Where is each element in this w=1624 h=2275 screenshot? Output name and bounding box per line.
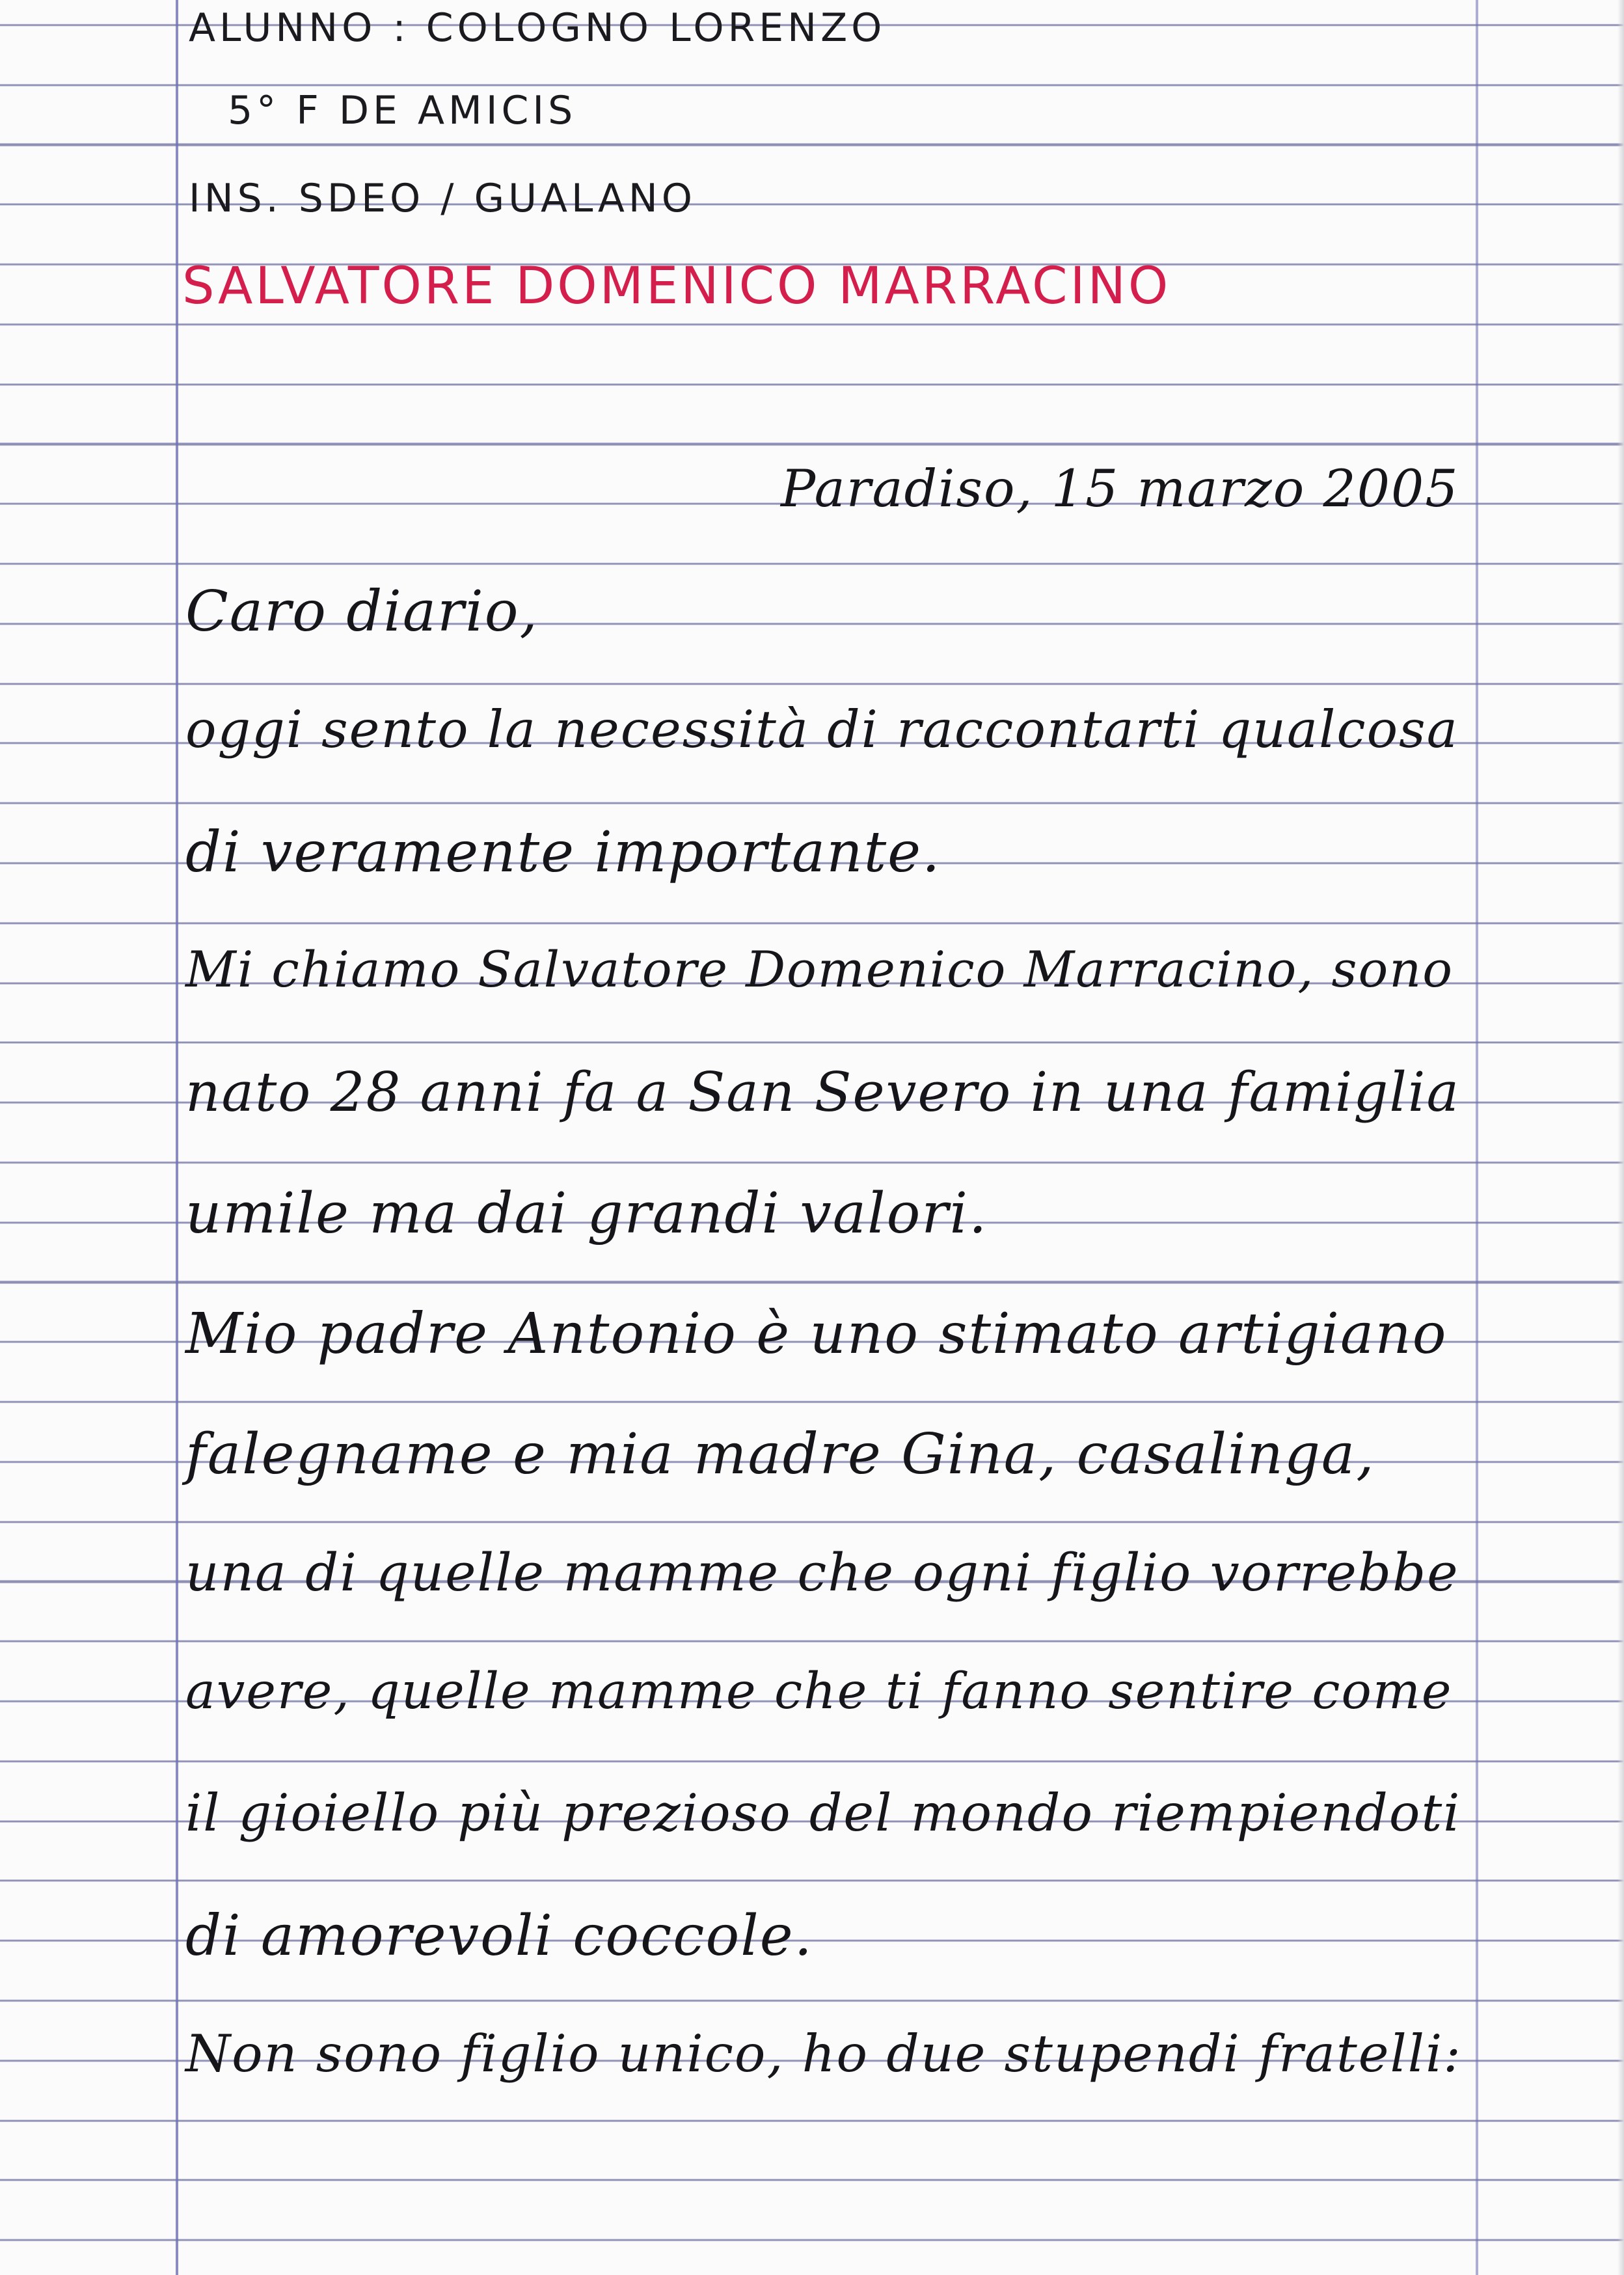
- student-name: ALUNNO : COLOGNO LORENZO: [189, 5, 886, 51]
- place-date: Paradiso, 15 marzo 2005: [781, 459, 1459, 519]
- text-line: nato 28 anni fa a San Severo in una famiglia: [185, 1061, 1460, 1124]
- text-line: di veramente importante.: [185, 820, 941, 885]
- text-line: di amorevoli coccole.: [185, 1903, 813, 1968]
- text-line: falegname e mia madre Gina, casalinga,: [185, 1422, 1375, 1487]
- text-line: avere, quelle mamme che ti fanno sentire come: [185, 1663, 1453, 1721]
- left-margin-line: [176, 0, 178, 2275]
- teachers-label: INS. SDEO / GUALANO: [189, 176, 697, 221]
- text-line: il gioiello più prezioso del mondo riempiendoti: [185, 1783, 1461, 1843]
- text-line: umile ma dai grandi valori.: [185, 1181, 988, 1246]
- salutation: Caro diario,: [185, 579, 539, 644]
- page-edge: [1617, 0, 1624, 2275]
- text-line: Non sono figlio unico, ho due stupendi fratelli:: [185, 2024, 1462, 2084]
- class-label: 5° F DE AMICIS: [228, 88, 577, 133]
- text-line: una di quelle mamme che ogni figlio vorrebbe: [185, 1542, 1459, 1603]
- document-title: SALVATORE DOMENICO MARRACINO: [182, 257, 1171, 316]
- text-line: Mio padre Antonio è uno stimato artigiano: [185, 1301, 1448, 1367]
- text-line: Mi chiamo Salvatore Domenico Marracino, sono: [185, 940, 1454, 998]
- right-margin-line: [1476, 0, 1478, 2275]
- text-line: oggi sento la necessità di raccontarti qualcosa: [185, 700, 1459, 759]
